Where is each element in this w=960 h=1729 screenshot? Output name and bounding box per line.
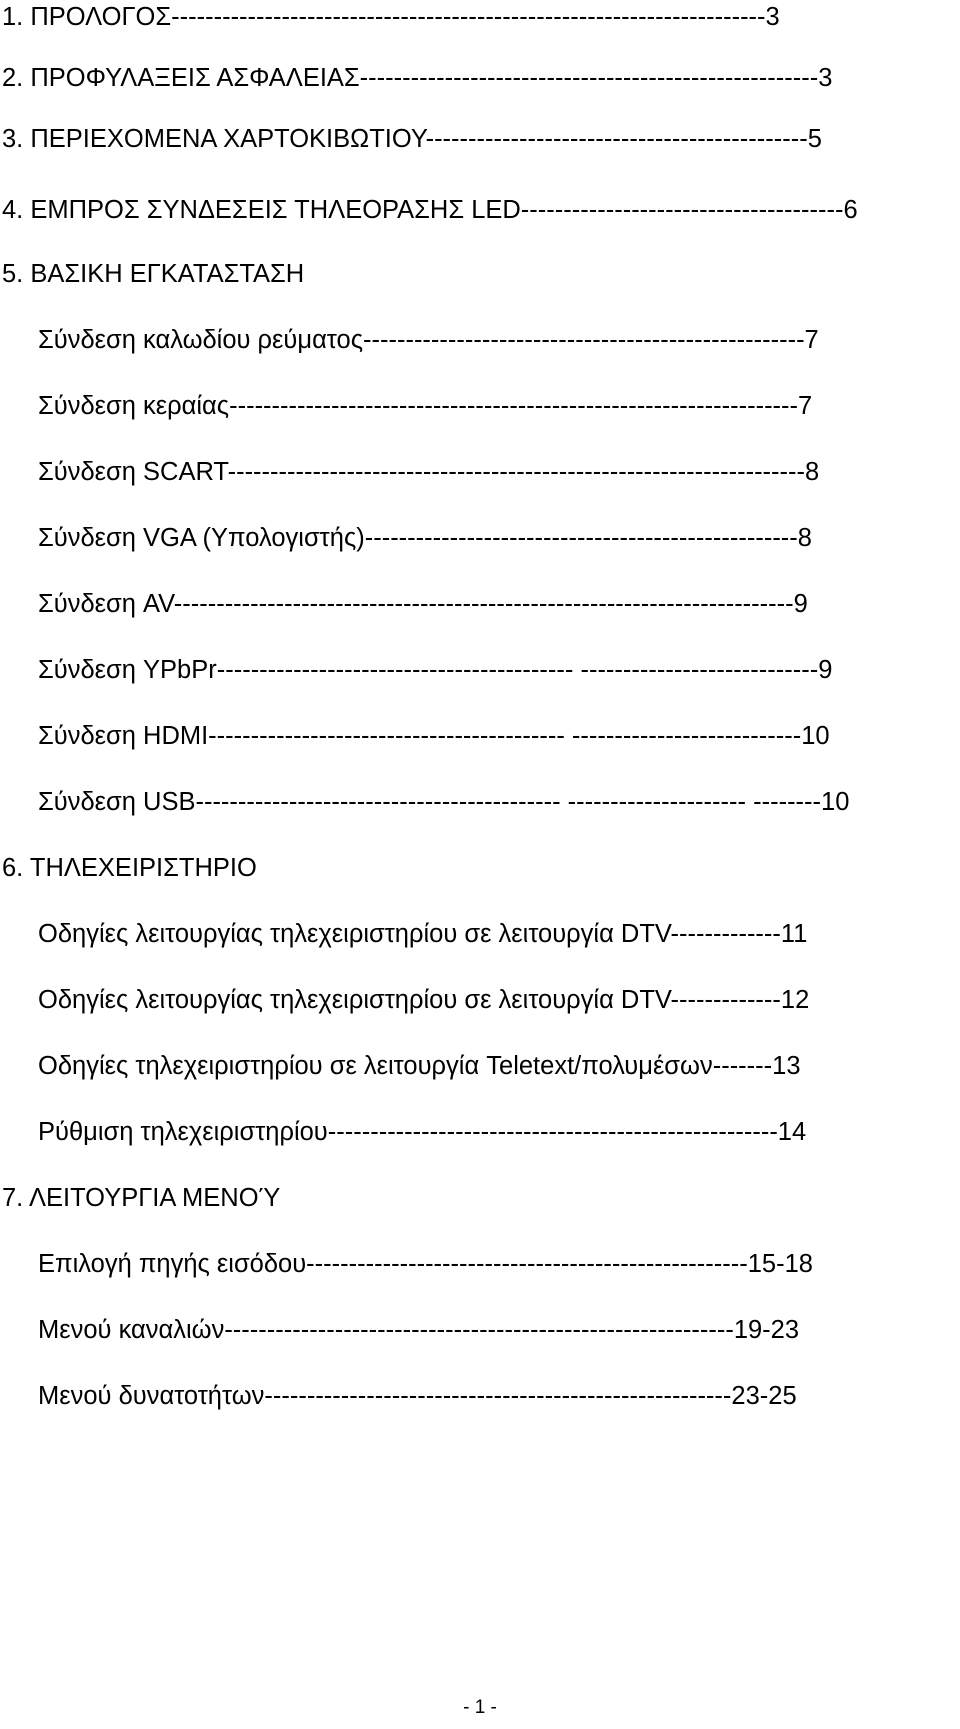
toc-entry: 4. ΕΜΠΡΟΣ ΣΥΝΔΕΣΕΙΣ ΤΗΛΕΟΡΑΣΗΣ LED--------------------------------------6 <box>2 196 858 224</box>
toc-entry: 1. ΠΡΟΛΟΓΟΣ----------------------------------------------------------------------3 <box>2 3 780 31</box>
toc-entry: Σύνδεση USB------------------------------------------- --------------------- --------10 <box>38 788 850 816</box>
toc-heading: 6. ΤΗΛΕΧΕΙΡΙΣΤΗΡΙΟ <box>2 854 257 882</box>
toc-entry: Σύνδεση AV-------------------------------------------------------------------------9 <box>38 590 808 618</box>
toc-entry: Σύνδεση SCART--------------------------------------------------------------------8 <box>38 458 820 486</box>
toc-entry: Οδηγίες τηλεχειριστηρίου σε λειτουργία Teletext/πολυμέσων-------13 <box>38 1052 801 1080</box>
toc-entry: Μενού δυνατοτήτων-------------------------------------------------------23-25 <box>38 1382 797 1410</box>
toc-entry: Σύνδεση HDMI------------------------------------------ ---------------------------10 <box>38 722 830 750</box>
toc-entry: 3. ΠΕΡΙΕΧΟΜΕΝΑ ΧΑΡΤΟΚΙΒΩΤΙΟΥ---------------------------------------------5 <box>2 125 822 153</box>
page-number: - 1 - <box>463 1697 497 1718</box>
toc-entry: 2. ΠΡΟΦΥΛΑΞΕΙΣ ΑΣΦΑΛΕΙΑΣ------------------------------------------------------3 <box>2 64 833 92</box>
toc-entry: Σύνδεση κεραίας-------------------------------------------------------------------7 <box>38 392 813 420</box>
toc-entry: Σύνδεση VGA (Υπολογιστής)---------------------------------------------------8 <box>38 524 812 552</box>
toc-entry: Σύνδεση YPbPr------------------------------------------ ----------------------------9 <box>38 656 833 684</box>
toc-heading: 5. ΒΑΣΙΚΗ ΕΓΚΑΤΑΣΤΑΣΗ <box>2 260 305 288</box>
toc-entry: Σύνδεση καλωδίου ρεύματος----------------------------------------------------7 <box>38 326 819 354</box>
toc-heading: 7. ΛΕΙΤΟΥΡΓΙΑ ΜΕΝΟΎ <box>2 1184 281 1212</box>
toc-entry: Επιλογή πηγής εισόδου----------------------------------------------------15-18 <box>38 1250 813 1278</box>
toc-entry: Ρύθμιση τηλεχειριστηρίου-----------------------------------------------------14 <box>38 1118 807 1146</box>
toc-entry: Μενού καναλιών------------------------------------------------------------19-23 <box>38 1316 800 1344</box>
toc-entry: Οδηγίες λειτουργίας τηλεχειριστηρίου σε λειτουργία DTV-------------12 <box>38 986 810 1014</box>
toc-entry: Οδηγίες λειτουργίας τηλεχειριστηρίου σε λειτουργία DTV-------------11 <box>38 920 808 948</box>
